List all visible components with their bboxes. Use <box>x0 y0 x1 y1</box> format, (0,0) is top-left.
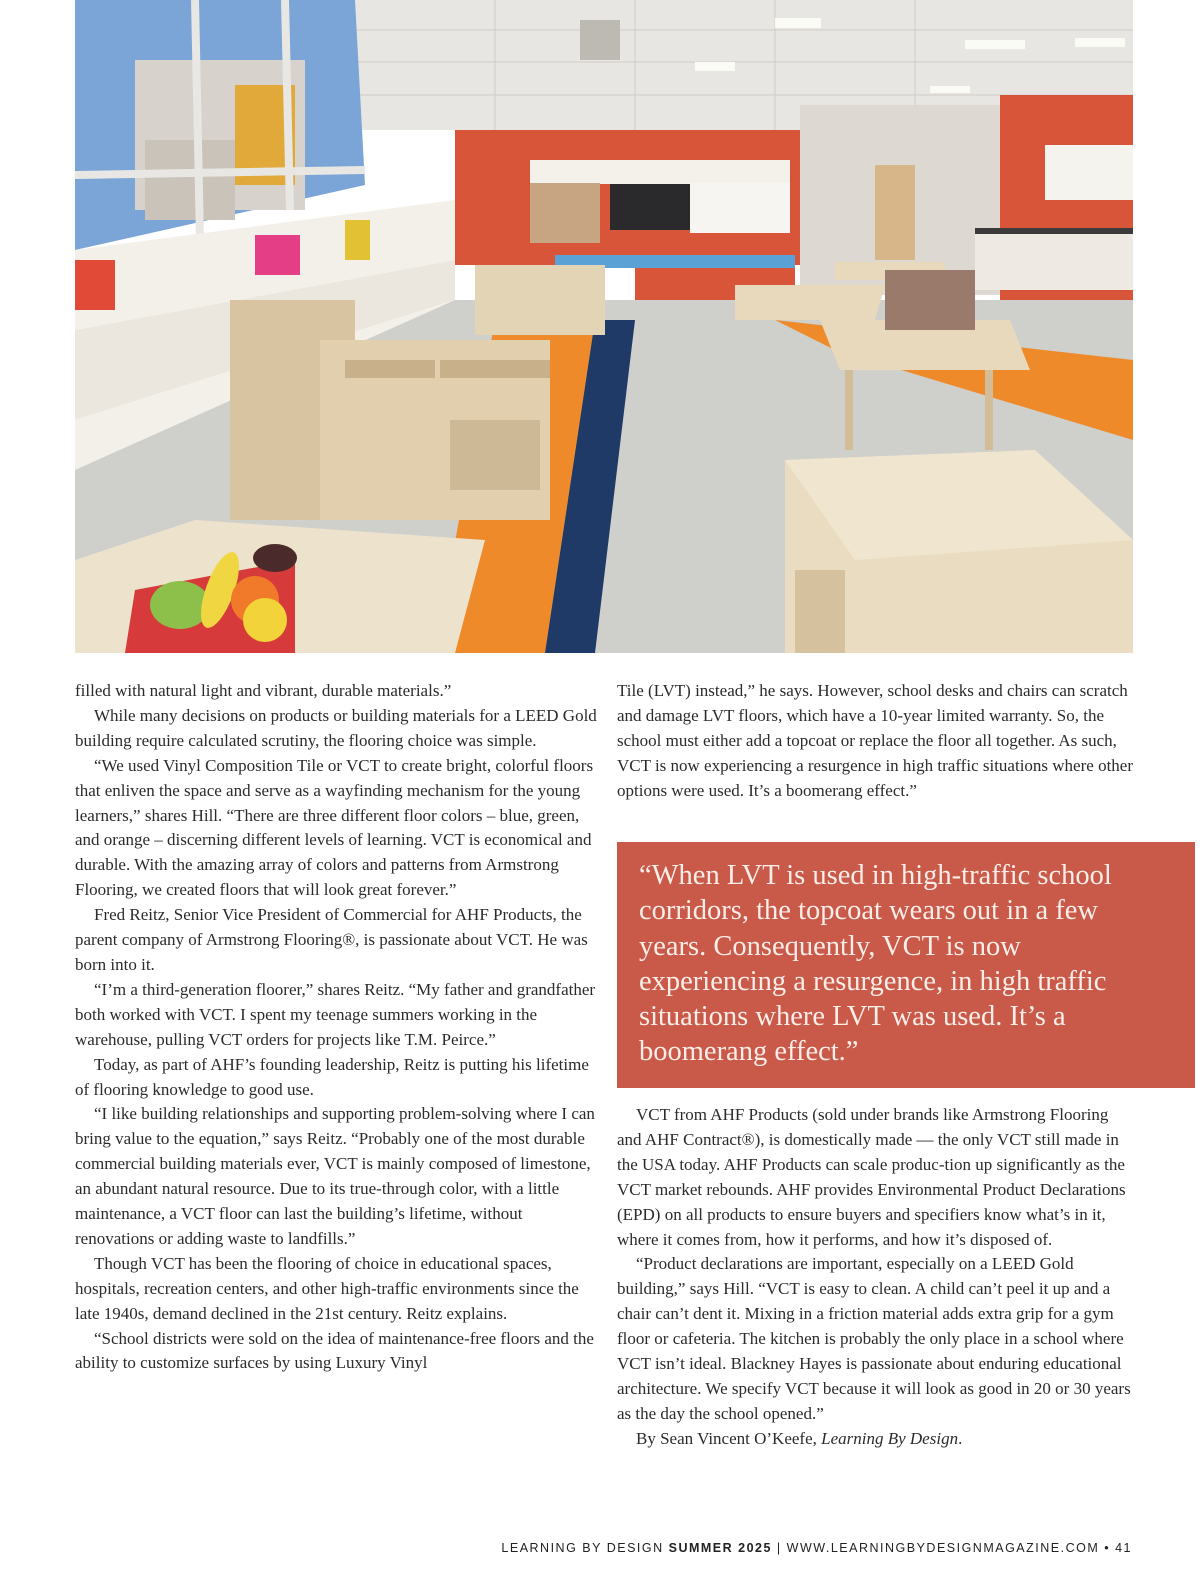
paragraph: Fred Reitz, Senior Vice President of Commercial for AHF Products, the parent company of Armstrong Flooring®, is passionate about VCT. He was born into it. <box>75 905 588 974</box>
byline-author: By Sean Vincent O’Keefe, <box>636 1428 822 1448</box>
footer-separator: | <box>771 1541 787 1555</box>
paragraph: filled with natural light and vibrant, durable materials.” <box>75 681 452 700</box>
byline-publication: Learning By Design <box>821 1428 959 1448</box>
page-footer <box>501 1541 1132 1555</box>
footer-magazine: LEARNING BY DESIGN <box>501 1541 669 1555</box>
right-column-bottom <box>617 1103 1133 1452</box>
paragraph: While many decisions on products or building materials for a LEED Gold building require calculated scrutiny, the flooring choice was simple. <box>75 705 597 750</box>
paragraph: Tile (LVT) instead,” he says. However, school desks and chairs can scratch and damage LVT floors, which have a 10-year limited warranty. So, the school must either add a topcoat or replace the floor all together. As such, VCT is now experiencing a resurgence in high traffic situations where other options were used. It’s a boomerang effect.” <box>617 681 1133 800</box>
byline <box>617 1427 1133 1452</box>
paragraph: “Product declarations are important, especially on a LEED Gold building,” says Hill. “VCT is easy to clean. A child can’t peel it up and a chair can’t dent it. Mixing in a friction material adds extra grip for a gym floor or cafeteria. The kitchen is probably the only place in a school where VCT isn’t ideal. Blackney Hayes is passionate about enduring educational architecture. We specify VCT because it will look as good in 20 or 30 years as the day the school opened.” <box>617 1254 1131 1423</box>
paragraph: “I’m a third-generation floorer,” shares Reitz. “My father and grandfather both worked with VCT. I spent my teenage summers working in the warehouse, pulling VCT orders for projects like T.M. Peirce.” <box>75 979 596 1049</box>
footer-website: WWW.LEARNINGBYDESIGNMAGAZINE.COM <box>786 1541 1100 1555</box>
classroom-illustration <box>75 0 1133 653</box>
footer-issue: SUMMER 2025 <box>668 1541 772 1555</box>
left-column <box>75 679 597 1376</box>
paragraph: Today, as part of AHF’s founding leadership, Reitz is putting his lifetime of flooring knowledge to good use. <box>75 1054 589 1099</box>
classroom-photo <box>75 0 1133 653</box>
paragraph: “I like building relationships and supporting problem-solving where I can bring value to the equation,” says Reitz. “Probably one of the most durable commercial building materials ever, VCT is mainly composed of limestone, an abundant natural resource. Due to its true-through color, with a little maintenance, a VCT floor can last the building’s lifetime, without renovations or adding waste to landfills.” <box>75 1104 595 1248</box>
paragraph: VCT from AHF Products (sold under brands like Armstrong Flooring and AHF Contract®), is domestically made — the only VCT still made in the USA today. AHF Products can scale produc-tion up significantly as the VCT market rebounds. AHF provides Environmental Product Declarations (EPD) on all products to ensure buyers and specifiers know what’s in it, where it comes from, how it performs, and how it’s disposed of. <box>617 1105 1126 1249</box>
page-number: 41 <box>1115 1541 1132 1555</box>
pull-quote-box <box>617 842 1195 1088</box>
pull-quote-text: “When LVT is used in high-traffic school corridors, the topcoat wears out in a few years. Consequently, VCT is now experiencing a resurgence, in high traffic situations where LVT was used. It’s a boomerang effect.” <box>639 860 1112 1068</box>
paragraph: “We used Vinyl Composition Tile or VCT to create bright, colorful floors that enliven the space and serve as a wayfinding mechanism for the young learners,” shares Hill. “There are three different floor colors – blue, green, and orange – discerning different levels of learning. VCT is economical and durable. With the amazing array of colors and patterns from Armstrong Flooring, we created floors that will look great forever.” <box>75 755 594 900</box>
paragraph: Though VCT has been the flooring of choice in educational spaces, hospitals, recreation centers, and other high-traffic environments since the late 1940s, demand declined in the 21st century. Reitz explains. <box>75 1253 579 1323</box>
right-column-top <box>617 679 1133 804</box>
paragraph: “School districts were sold on the idea of maintenance-free floors and the ability to customize surfaces by using Luxury Vinyl <box>75 1328 594 1373</box>
byline-suffix: . <box>958 1428 963 1448</box>
footer-bullet: • <box>1099 1541 1116 1555</box>
